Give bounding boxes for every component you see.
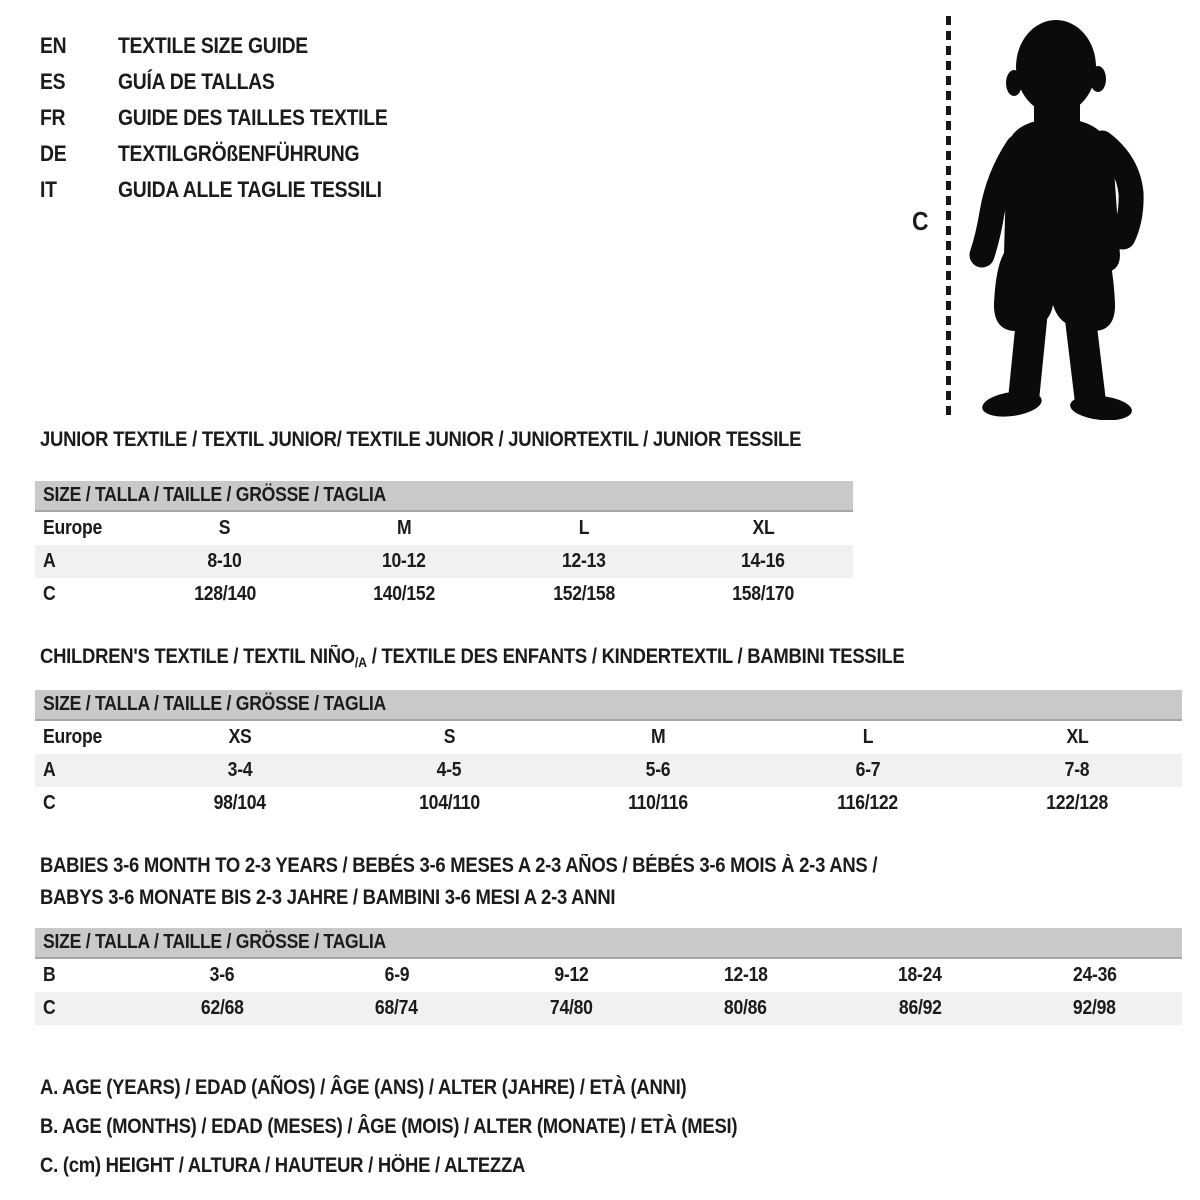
size-value-cell: 74/80 xyxy=(549,997,593,1019)
size-value-cell: 7-8 xyxy=(1064,759,1090,781)
size-value-cell: 62/68 xyxy=(200,997,244,1019)
language-row xyxy=(40,28,424,64)
language-code: EN xyxy=(40,33,67,58)
row-label-cell: A xyxy=(43,550,56,572)
table-header-bar: SIZE / TALLA / TAILLE / GRÖSSE / TAGLIA xyxy=(35,481,853,512)
size-value-cell: 158/170 xyxy=(732,583,795,605)
size-value-cell: 3-4 xyxy=(227,759,253,781)
footnote-list xyxy=(40,1068,832,1185)
size-value-cell: M xyxy=(651,726,666,748)
size-value-cell: 68/74 xyxy=(375,997,419,1019)
size-value-cell: 14-16 xyxy=(741,550,786,572)
size-value-cell: 24-36 xyxy=(1072,964,1117,986)
language-code: ES xyxy=(40,69,66,94)
size-value-cell: 5-6 xyxy=(646,759,671,781)
size-value-cell: 122/128 xyxy=(1046,792,1109,814)
row-label-cell: C xyxy=(43,792,56,814)
language-title: TEXTILE SIZE GUIDE xyxy=(118,33,308,58)
table-row xyxy=(35,578,853,611)
table-row xyxy=(35,512,853,545)
footnote-b: B. AGE (MONTHS) / EDAD (MESES) / ÂGE (MOIS) / ALTER (MONATE) / ETÀ (MESI) xyxy=(40,1115,738,1138)
table-row xyxy=(35,721,1182,754)
language-title: GUIDE DES TAILLES TEXTILE xyxy=(118,105,388,130)
section-title-junior: JUNIOR TEXTILE / TEXTIL JUNIOR/ TEXTILE JUNIOR / JUNIORTEXTIL / JUNIOR TESSILE xyxy=(40,428,802,451)
size-value-cell: 12-18 xyxy=(723,964,768,986)
children-size-table xyxy=(35,690,1182,820)
language-title: GUÍA DE TALLAS xyxy=(118,69,275,94)
size-value-cell: 140/152 xyxy=(373,583,436,605)
babies-title-line-2: BABYS 3-6 MONATE BIS 2-3 JAHRE / BAMBINI 3-6 MESI A 2-3 ANNI xyxy=(40,886,616,909)
size-value-cell: 98/104 xyxy=(213,792,266,814)
language-title: GUIDA ALLE TAGLIE TESSILI xyxy=(118,177,382,202)
table-row xyxy=(35,545,853,578)
size-value-cell: S xyxy=(443,726,455,748)
row-label-cell: C xyxy=(43,997,56,1019)
size-value-cell: 4-5 xyxy=(436,759,462,781)
size-value-cell: M xyxy=(397,517,412,539)
section-title-babies xyxy=(40,850,991,914)
language-title: TEXTILGRÖßENFÜHRUNG xyxy=(118,141,360,166)
size-value-cell: 128/140 xyxy=(193,583,256,605)
table-row xyxy=(35,787,1182,820)
size-value-cell: 6-9 xyxy=(384,964,410,986)
toddler-silhouette-icon xyxy=(950,15,1155,420)
footnote-a: A. AGE (YEARS) / EDAD (AÑOS) / ÂGE (ANS) / ALTER (JAHRE) / ETÀ (ANNI) xyxy=(40,1076,687,1099)
table-header-bar: SIZE / TALLA / TAILLE / GRÖSSE / TAGLIA xyxy=(35,928,1182,959)
language-code: IT xyxy=(40,177,57,202)
language-row xyxy=(40,100,424,136)
size-value-cell: 152/158 xyxy=(552,583,615,605)
language-row xyxy=(40,136,424,172)
table-row xyxy=(35,992,1182,1025)
language-code: FR xyxy=(40,105,66,130)
row-label-cell: Europe xyxy=(43,517,103,539)
size-value-cell: XL xyxy=(752,517,775,539)
row-label-cell: B xyxy=(43,964,56,986)
size-value-cell: L xyxy=(862,726,874,748)
footnote-c: C. (cm) HEIGHT / ALTURA / HAUTEUR / HÖHE / ALTEZZA xyxy=(40,1154,526,1177)
babies-size-table xyxy=(35,928,1182,1025)
size-value-cell: 104/110 xyxy=(418,792,480,814)
language-code: DE xyxy=(40,141,67,166)
size-value-cell: XL xyxy=(1066,726,1089,748)
size-value-cell: L xyxy=(578,517,589,539)
size-value-cell: 3-6 xyxy=(209,964,235,986)
language-row xyxy=(40,64,424,100)
babies-title-line-1: BABIES 3-6 MONTH TO 2-3 YEARS / BEBÉS 3-6 MESES A 2-3 AÑOS / BÉBÉS 3-6 MOIS À 2-3 ANS / xyxy=(40,854,878,877)
size-value-cell: 110/116 xyxy=(628,792,689,814)
junior-size-table xyxy=(35,481,853,611)
row-label-cell: A xyxy=(43,759,56,781)
language-title-list xyxy=(40,28,424,208)
table-row xyxy=(35,754,1182,787)
size-value-cell: 116/122 xyxy=(837,792,899,814)
size-value-cell: 80/86 xyxy=(724,997,768,1019)
size-value-cell: 8-10 xyxy=(207,550,242,572)
row-label-cell: C xyxy=(43,583,56,605)
language-row xyxy=(40,172,424,208)
size-value-cell: 10-12 xyxy=(382,550,427,572)
size-value-cell: 12-13 xyxy=(561,550,606,572)
size-value-cell: 6-7 xyxy=(855,759,881,781)
table-row xyxy=(35,959,1182,992)
height-measure-label: C xyxy=(912,206,929,236)
table-header-bar: SIZE / TALLA / TAILLE / GRÖSSE / TAGLIA xyxy=(35,690,1182,721)
size-value-cell: XS xyxy=(228,726,252,748)
size-value-cell: 9-12 xyxy=(554,964,589,986)
size-value-cell: 18-24 xyxy=(898,964,943,986)
size-value-cell: 86/92 xyxy=(898,997,942,1019)
row-label-cell: Europe xyxy=(43,726,103,748)
size-value-cell: S xyxy=(219,517,231,539)
subscript-text: /A xyxy=(354,654,367,670)
section-title-children: CHILDREN'S TEXTILE / TEXTIL NIÑO/A / TEXTILE DES ENFANTS / KINDERTEXTIL / BAMBINI TESSILE xyxy=(40,645,905,670)
size-value-cell: 92/98 xyxy=(1073,997,1117,1019)
